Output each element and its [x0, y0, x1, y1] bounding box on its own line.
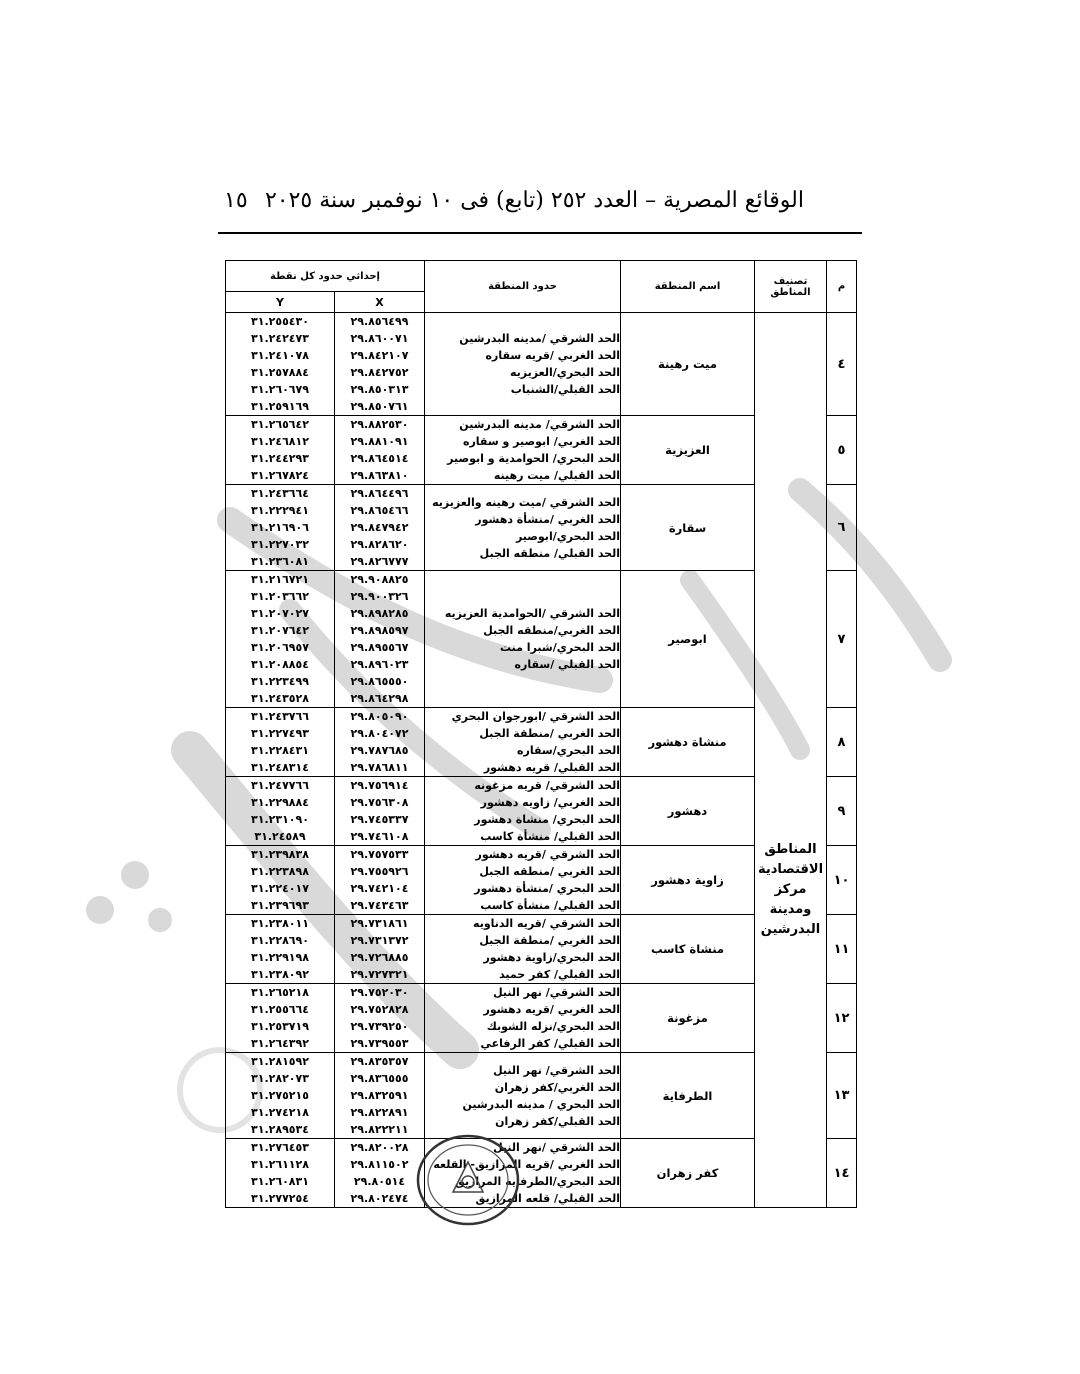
y-value: ٣١.٢٤٨٣١٤ [251, 761, 309, 774]
x-value: ٢٩.٨٩٨٢٨٥ [350, 607, 409, 620]
bound-line: الحد القبلي /سقاره [514, 658, 620, 671]
x-value: ٢٩.٨٢٢٢١١ [350, 1123, 409, 1136]
y-value: ٣١.٢٤١٠٧٨ [251, 349, 309, 362]
bound-line: الحد الغربي /منشأة دهشور [475, 512, 620, 526]
header-x: X [335, 292, 425, 313]
bound-line: الحد الغربي /قريه سقاره [485, 349, 620, 362]
bound-line: الحد البحري/شبرا منت [500, 641, 620, 654]
bound-line: الحد البحري/ الحوامدية و ابوصير [447, 452, 620, 465]
y-value: ٣١.٢٣٦٠٨١ [251, 555, 309, 568]
area-bounds [425, 416, 621, 485]
x-coords [335, 485, 425, 571]
x-value: ٢٩.٨٨٢٥٣٠ [350, 418, 409, 431]
x-value: ٢٩.٧٥٧٥٣٣ [350, 848, 409, 861]
x-value: ٢٩.٧٣١٣٧٢ [350, 934, 409, 947]
area-name: ابوصير [621, 571, 755, 708]
y-value: ٣١.٢٤٧٧٦٦ [251, 779, 309, 792]
x-coords [335, 1139, 425, 1208]
bound-line: الحد البحري / مدينه البدرشين [462, 1097, 620, 1111]
y-value: ٣١.٢٧٤٢١٨ [251, 1106, 309, 1119]
bound-line: الحد القبلي/كفر زهران [495, 1114, 620, 1128]
y-coords [226, 485, 335, 571]
header-classification: تصنيف المناطق [755, 261, 827, 313]
bound-line: الحد الشرقي /ميت رهينه والعزيزيه [432, 495, 620, 509]
y-value: ٣١.٢٠٦٩٥٧ [251, 641, 309, 654]
y-value: ٣١.٢١٦٩٠٦ [251, 521, 309, 534]
y-value: ٣١.٢٤٣٦٦٤ [251, 487, 309, 500]
bound-line: الحد القبلي/ قريه دهشور [483, 761, 620, 774]
y-value: ٣١.٢٣٨٠٩٢ [251, 968, 309, 981]
bound-line: الحد الشرقي /مدينه البدرشين [459, 332, 620, 345]
y-value: ٣١.٢٤٣٧٦٦ [251, 710, 309, 723]
bound-line: الحد الشرقي/ نهر النيل [493, 986, 620, 999]
y-value: ٣١.٢٤٦٨١٢ [251, 435, 309, 448]
x-value: ٢٩.٧٥٢٠٣٠ [350, 986, 409, 999]
x-value: ٢٩.٨٠٥٠٩٠ [350, 710, 409, 723]
y-coords [226, 571, 335, 708]
area-bounds [425, 1053, 621, 1139]
bound-line: الحد الغربي /منطقة الجبل [479, 934, 620, 947]
bound-line: الحد الغربي /منطقه الجبل [479, 865, 620, 878]
x-value: ٢٩.٨٣٥٣٥٧ [350, 1055, 409, 1068]
area-name: ميت رهينة [621, 313, 755, 416]
area-bounds [425, 777, 621, 846]
x-coords [335, 708, 425, 777]
area-name: كفر زهران [621, 1139, 755, 1208]
y-coords [226, 1139, 335, 1208]
y-value: ٣١.٢٣٨٠١١ [251, 917, 309, 930]
bound-line: الحد القبلي/ كفر حميد [499, 968, 620, 981]
y-coords [226, 846, 335, 915]
x-value: ٢٩.٨٥٦٤٩٩ [350, 315, 409, 328]
area-bounds [425, 846, 621, 915]
page-number: ١٥ [224, 188, 248, 213]
y-coords [226, 708, 335, 777]
x-value: ٢٩.٨٦٤٥١٤ [350, 452, 409, 465]
row-number: ٤ [827, 313, 857, 416]
bound-line: الحد الغربي /قريه المرازيق- القلعه [433, 1158, 620, 1171]
bound-line: الحد القبلي/ قلعه المرازيق [475, 1192, 620, 1205]
bound-line: الحد الشرقي /ابورجوان البحري [451, 710, 620, 723]
x-value: ٢٩.٧٥٢٨٢٨ [350, 1003, 409, 1016]
bound-line: الحد البحري /منشأة دهشور [474, 882, 620, 895]
x-value: ٢٩.٨٦٥٤٦٦ [350, 504, 409, 517]
gazette-title: الوقائع المصرية – العدد ٢٥٢ (تابع) فى ١٠ نوفمبر سنة ٢٠٢٥ [264, 188, 804, 213]
x-value: ٢٩.٧٥٦٣٠٨ [350, 796, 409, 809]
bound-line: الحد الشرقي/ نهر النيل [493, 1063, 620, 1077]
area-name: دهشور [621, 777, 755, 846]
y-value: ٣١.٢٦٤٣٩٢ [251, 1037, 309, 1050]
area-bounds [425, 485, 621, 571]
area-name: زاوية دهشور [621, 846, 755, 915]
x-coords [335, 571, 425, 708]
area-bounds [425, 571, 621, 708]
row-number: ٦ [827, 485, 857, 571]
row-number: ١٠ [827, 846, 857, 915]
y-coords [226, 416, 335, 485]
bound-line: الحد الشرقي /قريه دهشور [475, 848, 620, 861]
x-value: ٢٩.٧٥٥٩٢٦ [350, 865, 409, 878]
x-value: ٢٩.٧٤٦١٠٨ [350, 830, 409, 843]
row-number: ١٤ [827, 1139, 857, 1208]
bound-line: الحد البحري/العزيزيه [510, 366, 620, 379]
y-coords [226, 313, 335, 416]
x-coords [335, 313, 425, 416]
area-name: سقارة [621, 485, 755, 571]
y-value: ٣١.٢٢٧٠٣٢ [251, 538, 309, 551]
bound-line: الحد البحري/نزله الشوبك [486, 1020, 620, 1033]
y-value: ٣١.٢٣١٠٩٠ [251, 813, 309, 826]
x-coords [335, 984, 425, 1053]
page-header [218, 186, 860, 226]
x-value: ٢٩.٨٥٠٧٦١ [350, 400, 409, 413]
area-name: مزغونة [621, 984, 755, 1053]
x-value: ٢٩.٨٥٠٣١٣ [350, 383, 409, 396]
y-value: ٣١.٢٥٥٤٣٠ [251, 315, 309, 328]
x-value: ٢٩.٨٤٧٩٤٢ [350, 521, 409, 534]
y-value: ٣١.٢٦٥٦٤٢ [251, 418, 309, 431]
x-value: ٢٩.٧٢٧٣٢١ [350, 968, 409, 981]
y-value: ٣١.٢٢٨٦٩٠ [251, 934, 309, 947]
x-value: ٢٩.٨٦٣٨١٠ [350, 469, 409, 482]
x-value: ٢٩.٧٤٢١٠٤ [350, 882, 409, 895]
area-name: منشاة دهشور [621, 708, 755, 777]
y-value: ٣١.٢٢٧٤٩٣ [251, 727, 309, 740]
row-number: ١٢ [827, 984, 857, 1053]
x-value: ٢٩.٨٢٨٦٢٠ [350, 538, 409, 551]
y-value: ٣١.٢٣٩٦٩٣ [251, 899, 309, 912]
x-value: ٢٩.٨٠٢٤٧٤ [350, 1192, 409, 1205]
y-value: ٣١.٢٥٥٦٦٤ [251, 1003, 309, 1016]
y-value: ٣١.٢٧٥٢١٥ [251, 1089, 309, 1102]
x-coords [335, 846, 425, 915]
bound-line: الحد الشرقي /الحوامدية العزيزيه [444, 607, 620, 620]
bound-line: الحد البحري/ منشاة دهشور [474, 813, 620, 826]
x-value: ٢٩.٨٩٨٥٩٧ [350, 624, 409, 637]
y-value: ٣١.٢٧٧٢٥٤ [251, 1192, 309, 1205]
header-y: Y [226, 292, 335, 313]
y-value: ٣١.٢١٦٧٢١ [251, 573, 309, 586]
row-number: ١٣ [827, 1053, 857, 1139]
x-value: ٢٩.٧٤٥٣٣٧ [350, 813, 409, 826]
x-value: ٢٩.٧٤٣٤٦٣ [350, 899, 409, 912]
bound-line: الحد البحري/سقاره [517, 744, 620, 757]
y-value: ٣١.٢٠٧٠٢٧ [251, 607, 309, 620]
x-coords [335, 915, 425, 984]
row-number: ٩ [827, 777, 857, 846]
y-value: ٣١.٢٤٣٥٢٨ [251, 692, 309, 705]
y-coords [226, 1053, 335, 1139]
area-bounds [425, 313, 621, 416]
x-value: ٢٩.٨٦٥٥٥٠ [350, 675, 409, 688]
y-value: ٣١.٢٢٩٨٨٤ [251, 796, 309, 809]
table-row [226, 313, 857, 416]
area-bounds [425, 1139, 621, 1208]
bound-line: الحد الغربي/منطقه الجبل [483, 624, 620, 637]
header-area-bounds: حدود المنطقة [425, 261, 621, 313]
y-value: ٣١.٢٦٥٢١٨ [251, 986, 309, 999]
x-value: ٢٩.٨٢٠٠٢٨ [350, 1141, 409, 1154]
x-value: ٢٩.٧٨٧٦٨٥ [350, 744, 409, 757]
y-value: ٣١.٢٤٥٨٩ [254, 830, 306, 843]
x-value: ٢٩.٧٢٦٨٨٥ [350, 951, 409, 964]
y-value: ٣١.٢٠٣٦٦٢ [251, 590, 309, 603]
bound-line: الحد القبلي/ منطقه الجبل [479, 546, 620, 560]
area-bounds [425, 984, 621, 1053]
x-value: ٢٩.٨٨١٠٩١ [350, 435, 409, 448]
y-value: ٣١.٢٢٤٠١٧ [251, 882, 309, 895]
x-value: ٢٩.٨١١٥٠٢ [350, 1158, 409, 1171]
bound-line: الحد الغربي/ ابوصير و سقاره [462, 435, 620, 448]
y-coords [226, 777, 335, 846]
bound-line: الحد القبلي/ كفر الرفاعي [480, 1037, 620, 1050]
row-number: ١١ [827, 915, 857, 984]
x-value: ٢٩.٨٢٢٨٩١ [350, 1106, 409, 1119]
y-value: ٣١.٢٥٣٧١٩ [251, 1020, 309, 1033]
y-value: ٣١.٢٢٣٤٩٩ [251, 675, 309, 688]
x-value: ٢٩.٧٣١٨٦١ [350, 917, 409, 930]
header-m: م [827, 261, 857, 313]
x-value: ٢٩.٨٦٤٤٩٦ [350, 487, 409, 500]
y-value: ٣١.٢٨٢٠٧٣ [251, 1072, 309, 1085]
y-value: ٣١.٢٦٠٦٧٩ [251, 383, 309, 396]
y-coords [226, 984, 335, 1053]
y-value: ٣١.٢٨٩٥٣٤ [251, 1123, 309, 1136]
area-name: الطرفاية [621, 1053, 755, 1139]
zones-table [225, 260, 857, 1208]
x-value: ٢٩.٨٠٤٠٧٢ [350, 727, 409, 740]
y-value: ٣١.٢٧٦٤٥٣ [251, 1141, 309, 1154]
bound-line: الحد الغربي /قريه دهشور [483, 1003, 620, 1016]
area-bounds [425, 915, 621, 984]
y-value: ٣١.٢٢٨٤٣١ [251, 744, 309, 757]
y-value: ٣١.٢٢٣٨٩٨ [251, 865, 309, 878]
x-value: ٢٩.٨٠٥١٤ [353, 1175, 406, 1188]
x-value: ٢٩.٧٣٩٢٥٠ [350, 1020, 409, 1033]
row-number: ٨ [827, 708, 857, 777]
bound-line: الحد الغربي/كفر زهران [494, 1080, 620, 1094]
x-value: ٢٩.٨٦٤٢٩٨ [350, 692, 409, 705]
x-value: ٢٩.٨٤٢٧٥٢ [350, 366, 409, 379]
bound-line: الحد الغربي/ زاويه دهشور [480, 796, 620, 809]
y-value: ٣١.٢٨١٥٩٢ [251, 1055, 309, 1068]
y-value: ٣١.٢٦١١٢٨ [251, 1158, 309, 1171]
row-number: ٥ [827, 416, 857, 485]
bound-line: الحد الشرقي /قريه الدناويه [473, 917, 620, 930]
bound-line: الحد الشرقي /نهر النيل [493, 1141, 620, 1154]
x-coords [335, 416, 425, 485]
x-value: ٢٩.٧٨٦٨١١ [350, 761, 409, 774]
y-value: ٣١.٢٥٩١٦٩ [251, 400, 309, 413]
bound-line: الحد الشرقي/ قريه مزغونه [474, 779, 620, 792]
header-rule [218, 232, 862, 234]
classification-label: المناطق الاقتصادية مركز ومدينة البدرشين [757, 842, 824, 937]
bound-line: الحد القبلي/الشنباب [510, 383, 620, 396]
x-coords [335, 1053, 425, 1139]
area-bounds [425, 708, 621, 777]
x-value: ٢٩.٧٣٩٥٥٣ [350, 1037, 409, 1050]
x-value: ٢٩.٨٣٦٥٥٥ [350, 1072, 409, 1085]
x-value: ٢٩.٩٠٨٨٢٥ [350, 573, 409, 586]
y-value: ٣١.٢٢٢٩٤١ [251, 504, 309, 517]
bound-line: الحد الشرقي/ مدينه البدرشين [459, 418, 620, 431]
y-value: ٣١.٢٠٧٦٤٢ [251, 624, 309, 637]
y-value: ٣١.٢٠٨٨٥٤ [251, 658, 309, 671]
x-coords [335, 777, 425, 846]
y-value: ٣١.٢٥٧٨٨٤ [251, 366, 309, 379]
y-coords [226, 915, 335, 984]
bound-line: الحد القبلي/ منشأة كاسب [480, 899, 620, 912]
x-value: ٢٩.٨٢٦٧٧٧ [350, 555, 409, 568]
y-value: ٣١.٢٣٩٨٣٨ [251, 848, 309, 861]
y-value: ٣١.٢٤٤٢٩٣ [251, 452, 309, 465]
area-name: العزيزية [621, 416, 755, 485]
x-value: ٢٩.٨٩٦٠٢٣ [350, 658, 409, 671]
classification-cell [755, 313, 827, 1208]
x-value: ٢٩.٨٩٥٥٦٧ [350, 641, 409, 654]
x-value: ٢٩.٨٣٢٥٩١ [350, 1089, 409, 1102]
x-value: ٢٩.٨٦٠٠٧١ [350, 332, 409, 345]
area-name: منشاة كاسب [621, 915, 755, 984]
bound-line: الحد البحري/زاوية دهشور [483, 951, 620, 964]
y-value: ٣١.٢٢٩١٩٨ [251, 951, 309, 964]
bound-line: الحد الغربي /منطقة الجبل [479, 727, 620, 740]
header-coords: إحداثي حدود كل نقطة [226, 261, 425, 292]
x-value: ٢٩.٨٤٢١٠٧ [350, 349, 409, 362]
y-value: ٣١.٢٦٧٨٢٤ [251, 469, 309, 482]
row-number: ٧ [827, 571, 857, 708]
y-value: ٣١.٢٤٢٤٧٣ [251, 332, 309, 345]
bound-line: الحد القبلي/ منشأة كاسب [480, 830, 620, 843]
bound-line: الحد القبلي/ ميت رهينه [493, 469, 620, 482]
x-value: ٢٩.٧٥٦٩١٤ [350, 779, 409, 792]
x-value: ٢٩.٩٠٠٣٢٦ [350, 590, 409, 603]
header-area-name: اسم المنطقة [621, 261, 755, 313]
bound-line: الحد البحري/الطرفايه المرازيق [455, 1175, 620, 1188]
y-value: ٣١.٢٦٠٨٣١ [251, 1175, 309, 1188]
bound-line: الحد البحري/ابوصير [515, 529, 620, 543]
